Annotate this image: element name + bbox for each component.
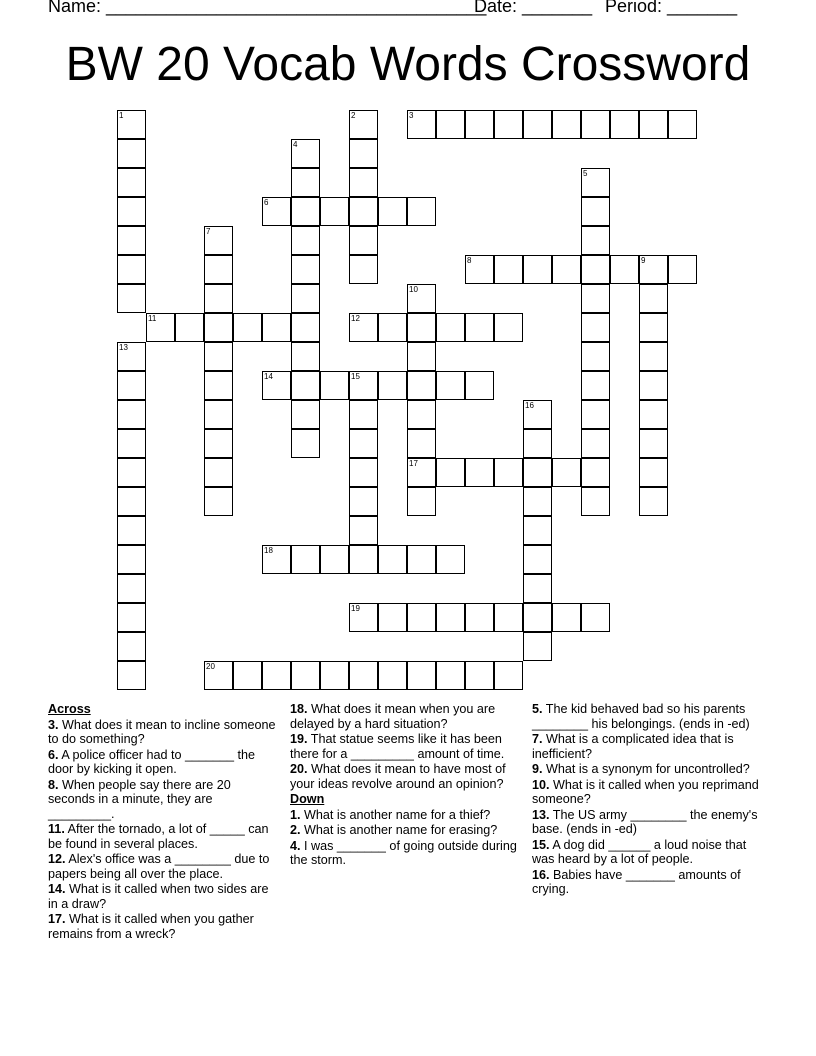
clues-column-1 <box>48 702 278 942</box>
grid-cell[interactable] <box>523 429 552 458</box>
clue-label: 11. <box>48 822 65 836</box>
grid-cell[interactable] <box>320 197 349 226</box>
down-clue <box>532 762 762 777</box>
clue-number-9: 9 <box>641 256 646 265</box>
grid-cell[interactable] <box>465 603 494 632</box>
clue-text: Babies have _______ amounts of crying. <box>532 867 741 896</box>
grid-cell[interactable] <box>320 545 349 574</box>
grid-cell[interactable] <box>436 603 465 632</box>
grid-cell[interactable] <box>407 487 436 516</box>
across-clue <box>290 732 520 761</box>
clue-text: What does it mean to incline someone to do something? <box>48 717 276 746</box>
grid-cell[interactable] <box>204 487 233 516</box>
grid-cell[interactable] <box>407 371 436 400</box>
grid-cell[interactable] <box>436 545 465 574</box>
clues-column-3 <box>532 702 762 898</box>
clue-label: 1. <box>290 807 301 822</box>
grid-cell[interactable] <box>523 603 552 632</box>
clue-label: 5. <box>532 702 543 716</box>
clue-text: A police officer had to _______ the door by kicking it open. <box>48 747 256 776</box>
grid-cell[interactable] <box>233 661 262 690</box>
down-clue <box>532 702 762 731</box>
grid-cell[interactable] <box>117 545 146 574</box>
grid-cell[interactable] <box>436 661 465 690</box>
clue-text: A dog did ______ a loud noise that was heard by a lot of people. <box>532 837 747 866</box>
clue-text: That statue seems like it has been there for a _________ amount of time. <box>290 732 505 761</box>
clue-text: When people say there are 20 seconds in a minute, they are _________. <box>48 777 231 821</box>
clue-number-14: 14 <box>264 372 273 381</box>
clues-column-2 <box>290 702 520 869</box>
clue-label: 7. <box>532 732 543 746</box>
grid-cell[interactable] <box>581 284 610 313</box>
grid-cell[interactable] <box>581 342 610 371</box>
grid-cell[interactable] <box>668 255 697 284</box>
clue-label: 13. <box>532 807 550 822</box>
grid-cell[interactable] <box>117 168 146 197</box>
grid-cell[interactable] <box>523 110 552 139</box>
grid-cell[interactable] <box>639 429 668 458</box>
grid-cell[interactable] <box>378 661 407 690</box>
clue-number-20: 20 <box>206 662 215 671</box>
clue-number-11: 11 <box>148 314 157 323</box>
grid-cell[interactable] <box>349 255 378 284</box>
grid-cell[interactable] <box>581 255 610 284</box>
page-title: BW 20 Vocab Words Crossword <box>65 38 751 91</box>
grid-cell[interactable] <box>407 429 436 458</box>
clue-label: 15. <box>532 837 550 852</box>
grid-cell[interactable] <box>262 661 291 690</box>
across-clue <box>290 702 520 731</box>
grid-cell[interactable] <box>204 255 233 284</box>
grid-cell[interactable] <box>523 487 552 516</box>
down-clue <box>290 839 520 868</box>
grid-cell[interactable] <box>639 487 668 516</box>
down-heading: Down <box>290 792 325 806</box>
grid-cell[interactable] <box>291 545 320 574</box>
clue-label: 19. <box>290 732 308 746</box>
clue-label: 9. <box>532 762 543 776</box>
grid-cell[interactable] <box>117 197 146 226</box>
grid-cell[interactable] <box>291 661 320 690</box>
across-clue <box>48 912 278 941</box>
clue-text: What is it called when you reprimand someone? <box>532 777 759 806</box>
grid-cell[interactable] <box>523 545 552 574</box>
grid-cell[interactable] <box>668 110 697 139</box>
grid-cell[interactable] <box>349 516 378 545</box>
grid-cell[interactable] <box>407 313 436 342</box>
grid-cell[interactable] <box>204 313 233 342</box>
grid-cell[interactable] <box>581 429 610 458</box>
across-clue <box>48 718 278 747</box>
grid-cell[interactable] <box>523 632 552 661</box>
grid-cell[interactable] <box>204 429 233 458</box>
grid-cell[interactable] <box>494 255 523 284</box>
grid-cell[interactable] <box>465 371 494 400</box>
clue-label: 14. <box>48 882 66 896</box>
grid-cell[interactable] <box>407 197 436 226</box>
across-clue <box>290 762 520 791</box>
grid-cell[interactable] <box>494 110 523 139</box>
clue-number-10: 10 <box>409 285 418 294</box>
grid-cell[interactable] <box>204 458 233 487</box>
clue-label: 17. <box>48 912 66 926</box>
down-clue <box>290 823 520 838</box>
grid-cell[interactable] <box>581 400 610 429</box>
grid-cell[interactable] <box>117 429 146 458</box>
period-field[interactable]: Period: _______ <box>605 0 738 16</box>
grid-cell[interactable] <box>639 110 668 139</box>
grid-cell[interactable] <box>117 284 146 313</box>
grid-cell[interactable] <box>349 400 378 429</box>
clue-text: The US army ________ the enemy's base. (ends in -ed) <box>532 807 758 836</box>
grid-cell[interactable] <box>117 516 146 545</box>
clue-label: 4. <box>290 838 301 853</box>
grid-cell[interactable] <box>494 313 523 342</box>
grid-cell[interactable] <box>320 371 349 400</box>
across-heading: Across <box>48 702 91 716</box>
across-clue <box>48 748 278 777</box>
grid-cell[interactable] <box>639 400 668 429</box>
grid-cell[interactable] <box>552 603 581 632</box>
grid-cell[interactable] <box>262 313 291 342</box>
clue-number-19: 19 <box>351 604 360 613</box>
down-clue <box>532 868 762 897</box>
grid-cell[interactable] <box>552 255 581 284</box>
down-clue <box>532 778 762 807</box>
clue-number-15: 15 <box>351 372 360 381</box>
across-clue <box>48 852 278 881</box>
grid-cell[interactable] <box>494 661 523 690</box>
grid-cell[interactable] <box>378 545 407 574</box>
grid-cell[interactable] <box>407 342 436 371</box>
grid-cell[interactable] <box>349 226 378 255</box>
grid-cell[interactable] <box>291 342 320 371</box>
clue-text: What is it called when you gather remains from a wreck? <box>48 912 254 941</box>
down-clue <box>532 732 762 761</box>
down-clue <box>290 808 520 823</box>
grid-cell[interactable] <box>523 255 552 284</box>
clue-text: What does it mean to have most of your ideas revolve around an opinion? <box>290 762 506 791</box>
clue-text: Alex's office was a ________ due to papers being all over the place. <box>48 852 270 881</box>
grid-cell[interactable] <box>291 226 320 255</box>
name-field[interactable]: Name: ______________________________________ <box>48 0 487 16</box>
across-clue <box>48 822 278 851</box>
grid-cell[interactable] <box>610 110 639 139</box>
grid-cell[interactable] <box>436 110 465 139</box>
clue-text: The kid behaved bad so his parents ________ his belongings. (ends in -ed) <box>532 702 750 731</box>
grid-cell[interactable] <box>465 313 494 342</box>
clue-number-4: 4 <box>293 140 298 149</box>
grid-cell[interactable] <box>349 487 378 516</box>
grid-cell[interactable] <box>117 139 146 168</box>
grid-cell[interactable] <box>117 661 146 690</box>
grid-cell[interactable] <box>378 371 407 400</box>
grid-cell[interactable] <box>204 284 233 313</box>
clue-label: 3. <box>48 717 59 732</box>
grid-cell[interactable] <box>407 661 436 690</box>
grid-cell[interactable] <box>639 371 668 400</box>
grid-cell[interactable] <box>523 458 552 487</box>
date-field[interactable]: Date: _______ <box>474 0 593 16</box>
grid-cell[interactable] <box>175 313 204 342</box>
clue-text: I was _______ of going outside during the storm. <box>290 838 517 867</box>
grid-cell[interactable] <box>436 371 465 400</box>
clue-number-2: 2 <box>351 111 356 120</box>
grid-cell[interactable] <box>204 371 233 400</box>
grid-cell[interactable] <box>291 429 320 458</box>
clue-number-17: 17 <box>409 459 418 468</box>
clue-label: 8. <box>48 777 59 792</box>
grid-cell[interactable] <box>581 197 610 226</box>
grid-cell[interactable] <box>494 458 523 487</box>
grid-cell[interactable] <box>117 400 146 429</box>
grid-cell[interactable] <box>349 168 378 197</box>
grid-cell[interactable] <box>581 313 610 342</box>
across-clue <box>48 882 278 911</box>
grid-cell[interactable] <box>320 661 349 690</box>
grid-cell[interactable] <box>581 110 610 139</box>
clue-text: After the tornado, a lot of _____ can be found in several places. <box>48 822 269 851</box>
grid-cell[interactable] <box>204 342 233 371</box>
clue-label: 18. <box>290 702 308 716</box>
grid-cell[interactable] <box>117 603 146 632</box>
grid-cell[interactable] <box>117 487 146 516</box>
grid-cell[interactable] <box>436 458 465 487</box>
clue-number-1: 1 <box>119 111 124 120</box>
grid-cell[interactable] <box>465 458 494 487</box>
clue-number-13: 13 <box>119 343 128 352</box>
grid-cell[interactable] <box>291 168 320 197</box>
clue-text: What is a complicated idea that is inefficient? <box>532 732 734 761</box>
grid-cell[interactable] <box>117 574 146 603</box>
clue-text: What is a synonym for uncontrolled? <box>542 762 750 776</box>
clue-label: 16. <box>532 867 550 882</box>
grid-cell[interactable] <box>291 284 320 313</box>
clue-label: 20. <box>290 762 308 776</box>
grid-cell[interactable] <box>552 110 581 139</box>
clue-number-5: 5 <box>583 169 588 178</box>
grid-cell[interactable] <box>639 313 668 342</box>
grid-cell[interactable] <box>494 603 523 632</box>
grid-cell[interactable] <box>291 313 320 342</box>
grid-cell[interactable] <box>349 197 378 226</box>
grid-cell[interactable] <box>436 313 465 342</box>
grid-cell[interactable] <box>639 342 668 371</box>
grid-cell[interactable] <box>523 516 552 545</box>
clue-label: 2. <box>290 823 301 837</box>
grid-cell[interactable] <box>349 458 378 487</box>
clue-number-8: 8 <box>467 256 472 265</box>
grid-cell[interactable] <box>407 603 436 632</box>
clue-label: 12. <box>48 852 66 866</box>
clue-label: 10. <box>532 777 550 792</box>
grid-cell[interactable] <box>117 632 146 661</box>
grid-cell[interactable] <box>407 545 436 574</box>
grid-cell[interactable] <box>581 458 610 487</box>
grid-cell[interactable] <box>349 429 378 458</box>
clue-text: What is it called when two sides are in a draw? <box>48 882 269 911</box>
clue-text: What is another name for erasing? <box>300 823 498 837</box>
grid-cell[interactable] <box>639 284 668 313</box>
grid-cell[interactable] <box>610 255 639 284</box>
grid-cell[interactable] <box>291 197 320 226</box>
down-clue <box>532 808 762 837</box>
clue-number-12: 12 <box>351 314 360 323</box>
grid-cell[interactable] <box>349 661 378 690</box>
grid-cell[interactable] <box>465 661 494 690</box>
grid-cell[interactable] <box>378 603 407 632</box>
grid-cell[interactable] <box>581 603 610 632</box>
clue-number-18: 18 <box>264 546 273 555</box>
grid-cell[interactable] <box>117 226 146 255</box>
clue-number-3: 3 <box>409 111 414 120</box>
grid-cell[interactable] <box>117 255 146 284</box>
down-clue <box>532 838 762 867</box>
clue-label: 6. <box>48 747 59 762</box>
grid-cell[interactable] <box>552 458 581 487</box>
clue-number-7: 7 <box>206 227 211 236</box>
grid-cell[interactable] <box>639 458 668 487</box>
grid-cell[interactable] <box>581 226 610 255</box>
grid-cell[interactable] <box>581 487 610 516</box>
grid-cell[interactable] <box>465 110 494 139</box>
clue-number-6: 6 <box>264 198 269 207</box>
grid-cell[interactable] <box>291 400 320 429</box>
grid-cell[interactable] <box>407 400 436 429</box>
grid-cell[interactable] <box>378 197 407 226</box>
grid-cell[interactable] <box>233 313 262 342</box>
grid-cell[interactable] <box>204 400 233 429</box>
grid-cell[interactable] <box>117 458 146 487</box>
grid-cell[interactable] <box>117 371 146 400</box>
clue-text: What does it mean when you are delayed by a hard situation? <box>290 702 496 731</box>
grid-cell[interactable] <box>291 255 320 284</box>
grid-cell[interactable] <box>349 545 378 574</box>
clue-number-16: 16 <box>525 401 534 410</box>
across-clue <box>48 778 278 822</box>
grid-cell[interactable] <box>291 371 320 400</box>
grid-cell[interactable] <box>581 371 610 400</box>
clue-text: What is another name for a thief? <box>300 807 491 822</box>
grid-cell[interactable] <box>378 313 407 342</box>
grid-cell[interactable] <box>523 574 552 603</box>
header <box>48 0 808 18</box>
grid-cell[interactable] <box>349 139 378 168</box>
